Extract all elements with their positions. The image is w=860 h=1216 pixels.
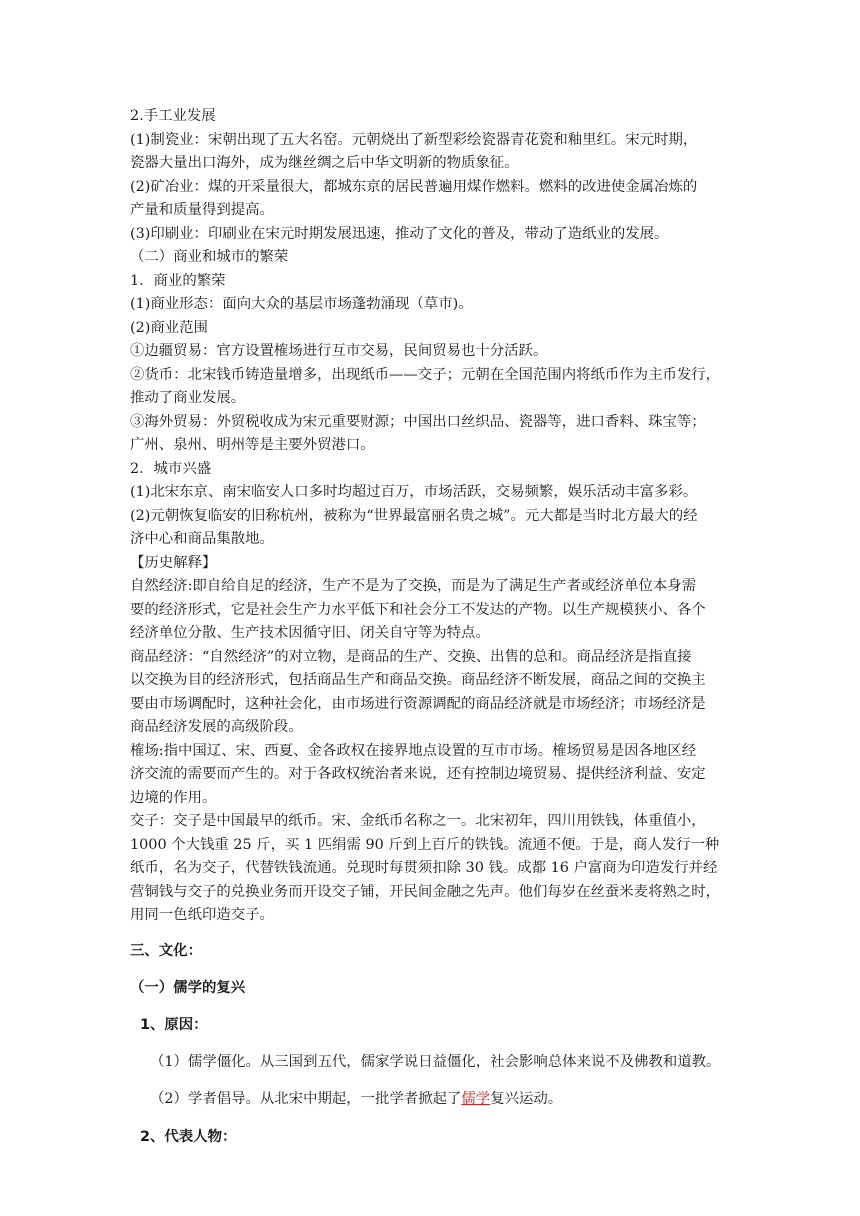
commodity-economy-line-1: 商品经济：“自然经济”的对立物，是商品的生产、交换、出售的总和。商品经济是指直接 <box>130 648 692 665</box>
overseas-trade-line-2: 广州、泉州、明州等是主要外贸港口。 <box>130 437 375 453</box>
reason-1: （1）儒学僵化。从三国到五代，儒家学说日益僵化，社会影响总体来说不及佛教和道教。 <box>150 1053 721 1070</box>
commodity-economy-line-3: 要由市场调配时，这种社会化，由市场进行资源调配的商品经济就是市场经济；市场经济是 <box>130 695 706 712</box>
currency-item-line-2: 推动了商业发展。 <box>130 390 246 406</box>
reason-2-suffix: 复兴运动。 <box>490 1091 563 1107</box>
commodity-economy-line-2: 以交换为目的经济形式，包括商品生产和商品交换。商品经济不断发展，商品之间的交换主 <box>130 672 706 688</box>
jiaozi-line-4: 营铜钱与交子的兑换业务而开设交子铺，开民间金融之先声。他们每岁在丝蚕米麦将熟之时， <box>130 883 721 900</box>
representatives-heading: 2、代表人物： <box>140 1128 237 1145</box>
handicraft-heading: 2.手工业发展 <box>130 108 216 124</box>
porcelain-paragraph-line-2: 瓷器大量出口海外，成为继丝绸之后中华文明新的物质象征。 <box>130 155 519 171</box>
currency-item-line-1: ②货币：北宋钱币铸造量增多，出现纸币——交子；元朝在全国范围内将纸币作为主币发行， <box>130 366 721 383</box>
porcelain-paragraph-line-1: (1)制瓷业：宋朝出现了五大名窑。元朝烧出了新型彩绘瓷器青花瓷和釉里红。宋元时期， <box>130 131 698 148</box>
glossary-heading: 【历史解释】 <box>130 554 217 571</box>
overseas-trade-line-1: ③海外贸易：外贸税收成为宋元重要财源；中国出口丝织品、瓷器等，进口香料、珠宝等； <box>130 413 706 430</box>
commerce-subheading-1: 1．商业的繁荣 <box>130 272 226 289</box>
natural-economy-line-3: 经济单位分散、生产技术因循守旧、闭关自守等为特点。 <box>130 625 490 641</box>
mining-paragraph-line-1: (2)矿冶业：煤的开采量很大，都城东京的居民普遍用煤作燃料。燃料的改进使金属冶炼的 <box>130 178 698 195</box>
border-trade-item: ①边疆贸易：官方设置榷场进行互市交易，民间贸易也十分活跃。 <box>130 343 548 359</box>
reason-2 <box>130 1088 735 1112</box>
quechang-line-3: 边境的作用。 <box>130 789 217 806</box>
quechang-line-1: 榷场:指中国辽、宋、西夏、金各政权在接界地点设置的互市市场。榷场贸易是因各地区经 <box>130 742 697 759</box>
jiaozi-line-1: 交子：交子是中国最早的纸币。宋、金纸币名称之一。北宋初年，四川用铁钱，体重值小， <box>130 813 706 829</box>
city-paragraph-2-line-2: 济中心和商品集散地。 <box>130 531 274 547</box>
commodity-economy-line-4: 商品经济发展的高级阶段。 <box>130 719 303 735</box>
commerce-form-paragraph: (1)商业形态：面向大众的基层市场蓬勃涌现（草市)。 <box>130 296 473 312</box>
jiaozi-line-3: 纸币，名为交子，代替铁钱流通。兑现时每贯须扣除 30 钱。成都 16 户富商为印造发行并经 <box>130 860 718 876</box>
natural-economy-line-1: 自然经济:即自给自足的经济，生产不是为了交换，而是为了满足生产者或经济单位本身需 <box>130 578 697 594</box>
jiaozi-line-2: 1000 个大钱重 25 斤，买 1 匹绢需 90 斤到上百斤的铁钱。流通不便。于是，商人发行一种 <box>130 836 720 853</box>
quechang-line-2: 济交流的需要而产生的。对于各政权统治者来说，还有控制边境贸易、提供经济利益、安定 <box>130 766 706 782</box>
reason-2-prefix: （2）学者倡导。从北宋中期起，一批学者掀起了 <box>150 1091 462 1107</box>
commerce-subheading-2: 2．城市兴盛 <box>130 460 212 477</box>
commerce-scope-label: (2)商业范围 <box>130 319 208 336</box>
natural-economy-line-2: 要的经济形式，它是社会生产力水平低下和社会分工不发达的产物。以生产规模狭小、各个 <box>130 601 706 618</box>
document-page <box>130 105 735 1149</box>
confucian-revival-heading: （一）儒学的复兴 <box>130 979 246 996</box>
culture-heading: 三、文化： <box>130 942 202 959</box>
city-paragraph-1: (1)北宋东京、南宋临安人口多时均超过百万，市场活跃，交易频繁，娱乐活动丰富多彩。 <box>130 484 698 500</box>
printing-paragraph: (3)印刷业：印刷业在宋元时期发展迅速，推动了文化的普及，带动了造纸业的发展。 <box>130 225 669 242</box>
mining-paragraph-line-2: 产量和质量得到提高。 <box>130 202 274 218</box>
commerce-heading: （二）商业和城市的繁荣 <box>130 249 289 265</box>
reasons-heading: 1、原因： <box>140 1016 208 1033</box>
confucianism-link[interactable]: 儒学 <box>461 1091 491 1107</box>
city-paragraph-2-line-1: (2)元朝恢复临安的旧称杭州，被称为“世界最富丽名贵之城”。元大都是当时北方最大的经 <box>130 507 698 524</box>
jiaozi-line-5: 用同一色纸印造交子。 <box>130 907 274 923</box>
